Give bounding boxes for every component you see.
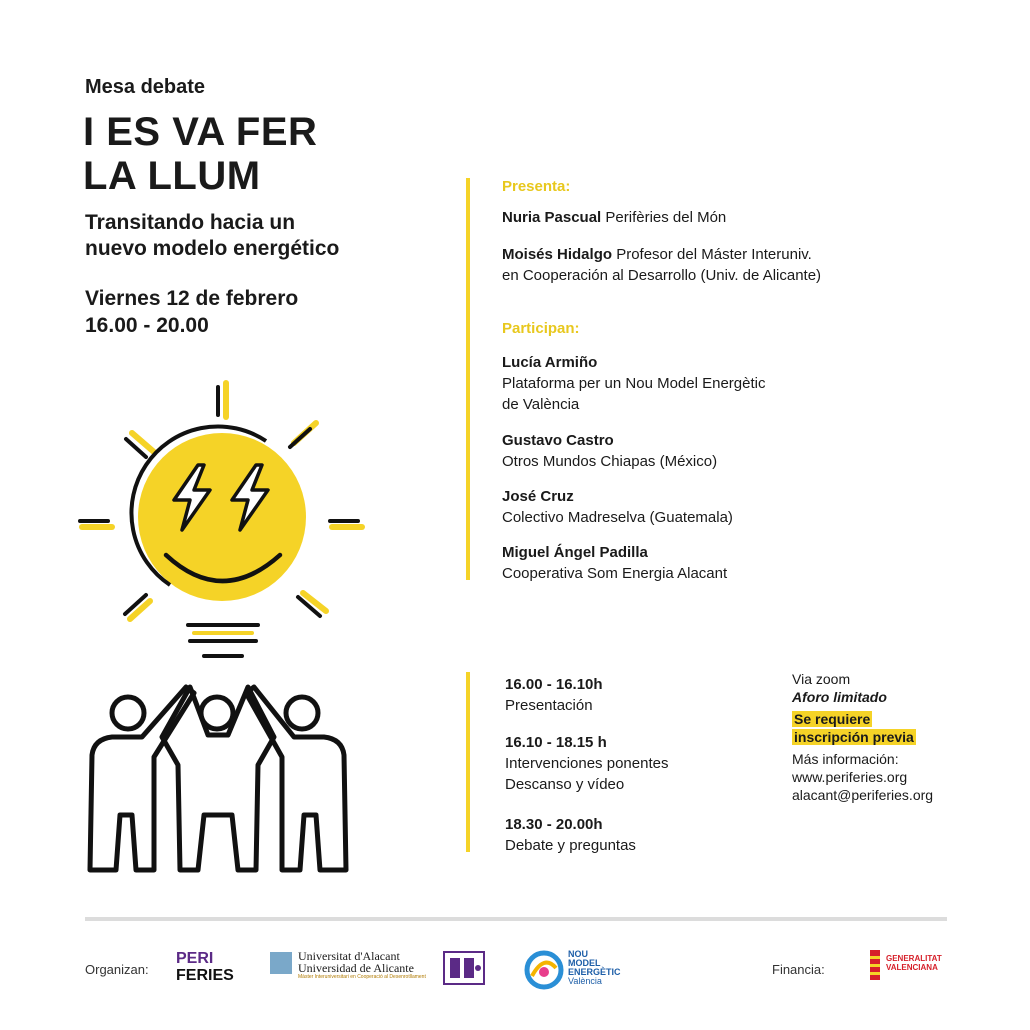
participant-2: Gustavo Castro Otros Mundos Chiapas (México) [502,432,718,470]
accent-bar-schedule [466,672,470,852]
website-link[interactable]: www.periferies.org [792,769,908,785]
entrepobles-logo-icon [438,944,490,992]
registration-highlight: Se requiere [794,711,871,727]
presenter-1: Nuria Pascual Perifèries del Món [502,209,727,226]
accent-bar-speakers [466,178,470,580]
schedule-item-1: 16.00 - 16.10h Presentación [505,676,603,714]
lightbulb-people-illustration [70,375,370,885]
participan-label: Participan: [502,320,580,337]
presenta-label: Presenta: [502,178,571,195]
bulb-base-icon [188,625,258,656]
schedule-item-2: 16.10 - 18.15 h Intervenciones ponentes Descanso y vídeo [505,734,669,793]
schedule-item-3: 18.30 - 20.00h Debate y preguntas [505,816,636,854]
event-title: I ES VA FER LA LLUM [83,110,318,198]
nme-swirl-icon [524,950,564,990]
people-group-icon [90,687,346,870]
event-subtitle: Transitando hacia un nuevo modelo energético [85,211,340,260]
info-block: Via zoom Aforo limitado Se requiere inscripción previa Más información: www.periferies.org alacant@periferies.org [792,671,934,803]
organizan-label: Organizan: [85,962,149,977]
generalitat-emblem-icon [868,950,882,980]
participant-1: Lucía Armiño Plataforma per un Nou Model Energètic de València [502,354,766,413]
financia-label: Financia: [772,962,825,977]
email-link[interactable]: alacant@periferies.org [792,787,934,803]
participant-3: José Cruz Colectivo Madreselva (Guatemala) [502,488,733,526]
ua-emblem-icon [270,952,292,974]
event-date: Viernes 12 de febrero 16.00 - 20.00 [85,287,299,337]
periferies-logo: PERI FERIES [176,950,234,984]
event-type: Mesa debate [85,76,206,98]
presenter-2: Moisés Hidalgo Profesor del Máster Interuniv. en Cooperación al Desarrollo (Univ. de Alicante) [502,246,822,284]
bulb-face-icon [138,433,306,601]
footer-divider [85,917,947,921]
participant-4: Miguel Ángel Padilla Cooperativa Som Energia Alacant [502,544,728,582]
